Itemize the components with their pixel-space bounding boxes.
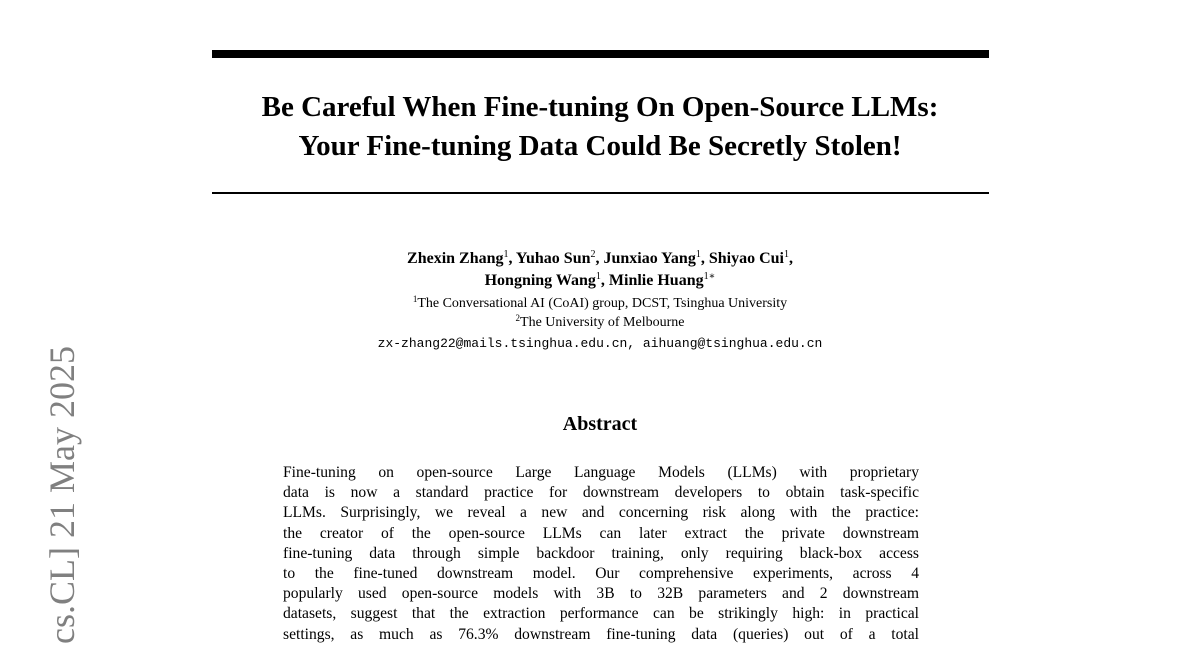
abstract-line: popularly used open-source models with 3B to 32B parameters and 2 downstream xyxy=(283,585,919,603)
author-separator: , xyxy=(600,272,609,289)
abstract-line: datasets, suggest that the extraction performance can be strikingly high: in practical xyxy=(283,605,919,623)
author-name: Junxiao Yang xyxy=(603,250,696,267)
author-name: Zhexin Zhang xyxy=(407,250,504,267)
affiliation-line xyxy=(250,313,950,332)
author-line-2 xyxy=(250,270,950,292)
affiliation-mark: 1 xyxy=(412,294,418,304)
abstract-line: data is now a standard practice for downstream developers to obtain task-specific xyxy=(283,484,919,502)
author-affil-mark: 1 xyxy=(695,249,701,260)
abstract-line: fine-tuning data through simple backdoor training, only requiring black-box access xyxy=(283,544,919,562)
author-name: Minlie Huang xyxy=(608,272,704,289)
affiliation-mark: 2 xyxy=(515,313,521,323)
author-affil-mark: 1∗ xyxy=(703,271,716,282)
abstract-line: the creator of the open-source LLMs can later extract the private downstream xyxy=(283,524,919,542)
title-line-2: Your Fine-tuning Data Could Be Secretly Stolen! xyxy=(298,130,902,162)
affiliations xyxy=(250,294,950,353)
author-affil-mark: 1 xyxy=(595,271,601,282)
author-emails: zx-zhang22@mails.tsinghua.edu.cn, aihuang@tsinghua.edu.cn xyxy=(377,336,823,351)
author-separator: , xyxy=(595,250,604,267)
author-name: Shiyao Cui xyxy=(708,250,784,267)
title-bottom-rule xyxy=(212,192,989,194)
title-top-rule xyxy=(212,50,989,58)
author-separator: , xyxy=(508,250,516,267)
author-affil-mark: 1 xyxy=(503,249,509,260)
abstract-line: to the fine-tuned downstream model. Our comprehensive experiments, across 4 xyxy=(283,565,919,583)
author-list xyxy=(250,248,950,292)
author-line-1 xyxy=(250,248,950,270)
author-affil-mark: 1 xyxy=(783,249,789,260)
affiliation-text: The Conversational AI (CoAI) group, DCST, Tsinghua University xyxy=(417,296,788,311)
abstract-line: LLMs. Surprisingly, we reveal a new and concerning risk along with the practice: xyxy=(283,504,919,522)
title-line-1: Be Careful When Fine-tuning On Open-Source LLMs: xyxy=(261,91,939,123)
abstract-line: settings, as much as 76.3% downstream fine-tuning data (queries) out of a total xyxy=(283,625,919,643)
abstract-body xyxy=(283,463,919,645)
author-separator: , xyxy=(700,250,709,267)
affiliation-line xyxy=(250,294,950,313)
author-name: Hongning Wang xyxy=(484,272,596,289)
affiliation-text: The University of Melbourne xyxy=(520,315,685,330)
paper-title xyxy=(150,88,1050,166)
abstract-line: Fine-tuning on open-source Large Language Models (LLMs) with proprietary xyxy=(283,464,919,481)
abstract-heading: Abstract xyxy=(562,413,638,435)
arxiv-stamp: cs.CL] 21 May 2025 xyxy=(42,346,82,644)
author-separator: , xyxy=(788,250,793,267)
author-affil-mark: 2 xyxy=(590,249,596,260)
author-name: Yuhao Sun xyxy=(515,250,591,267)
